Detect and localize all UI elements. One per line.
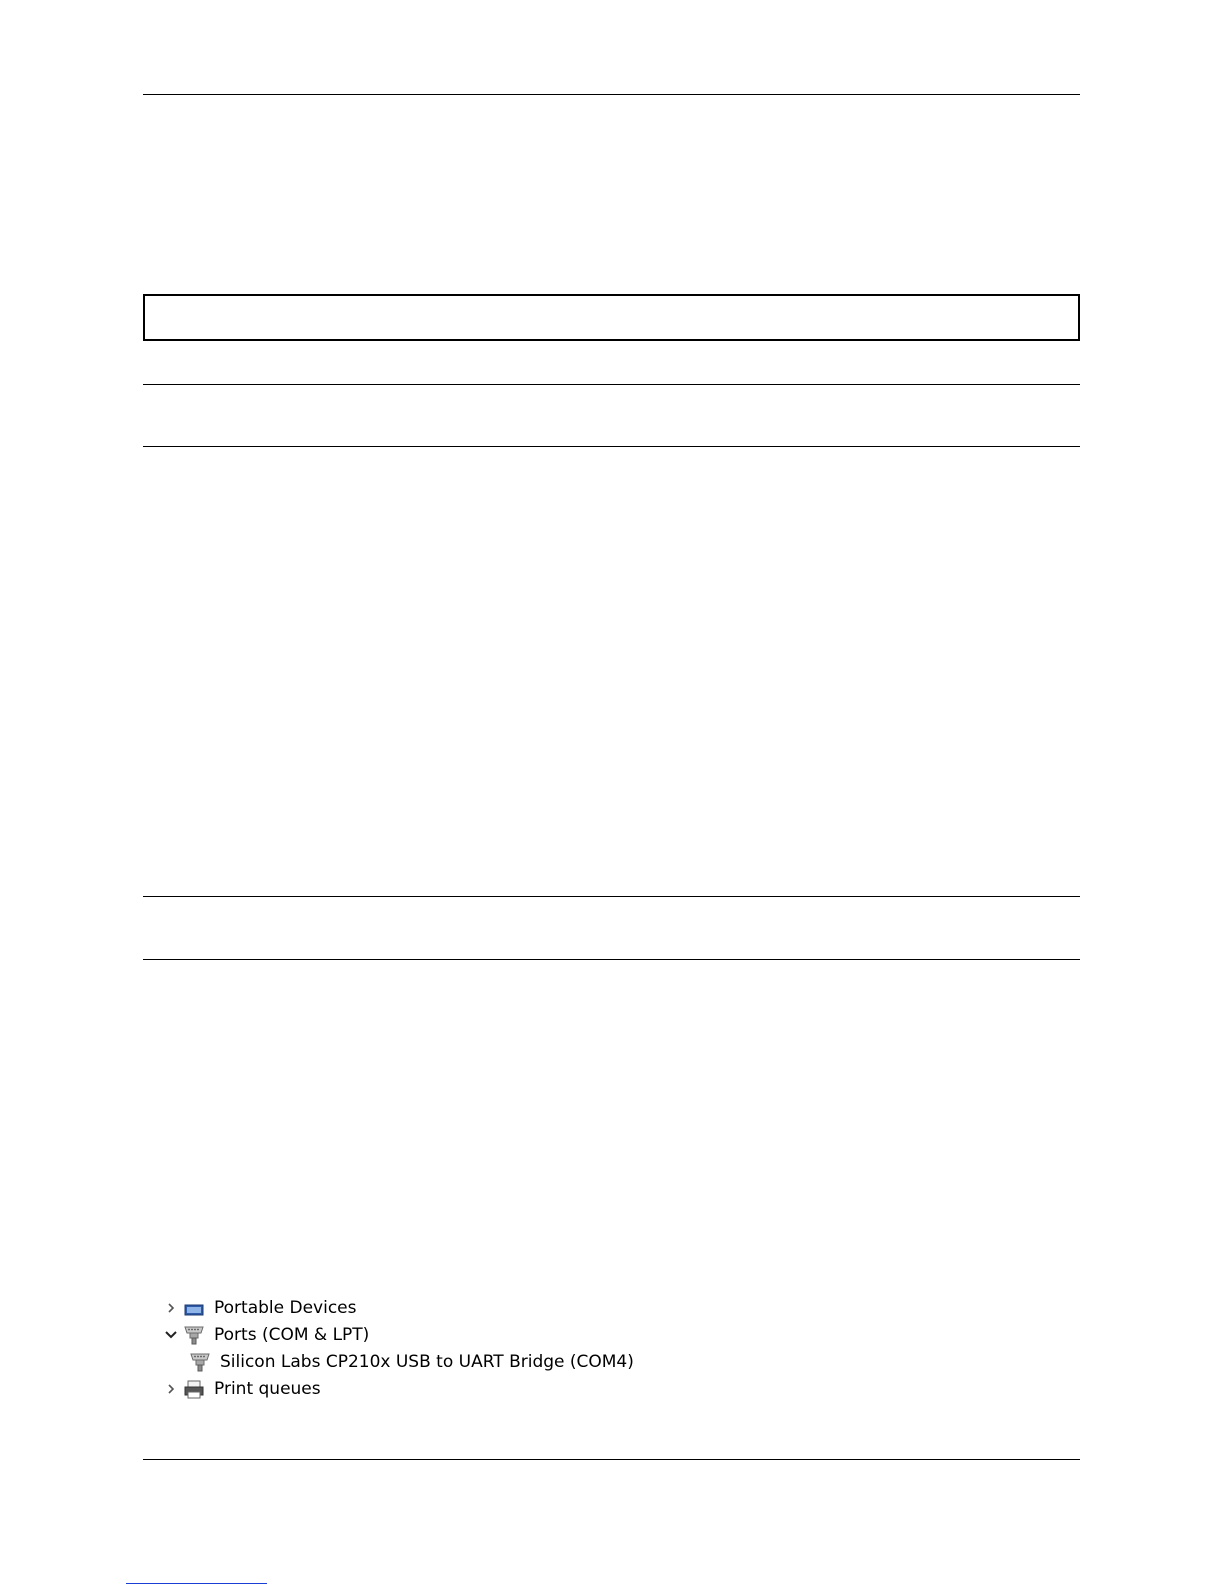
portable-devices-icon (182, 1300, 206, 1319)
section-rule-1b (143, 446, 1080, 447)
section-rule-2b (143, 959, 1080, 960)
tree-row-label: Portable Devices (214, 1300, 357, 1318)
port-connector-icon (182, 1324, 206, 1346)
port-connector-icon (188, 1351, 212, 1373)
printer-icon (182, 1378, 206, 1400)
empty-framed-box (143, 294, 1080, 341)
top-rule (143, 94, 1080, 95)
tree-row-label: Silicon Labs CP210x USB to UART Bridge (COM4) (220, 1352, 634, 1372)
tree-row-label: Print queues (214, 1379, 321, 1399)
device-manager-tree (160, 1300, 720, 1400)
tree-row-cp210x-bridge[interactable] (188, 1349, 634, 1375)
tree-row-label: Ports (COM & LPT) (214, 1325, 370, 1345)
chevron-right-icon[interactable] (160, 1302, 182, 1314)
section-rule-2a (143, 896, 1080, 897)
chevron-down-icon[interactable] (160, 1330, 182, 1340)
chevron-right-icon[interactable] (160, 1383, 182, 1395)
section-rule-1a (143, 384, 1080, 385)
tree-row-portable-devices[interactable] (160, 1300, 357, 1321)
footer-link-underline[interactable] (126, 1583, 267, 1584)
tree-row-ports[interactable] (160, 1322, 369, 1348)
tree-row-print-queues[interactable] (160, 1376, 321, 1400)
bottom-rule (143, 1459, 1080, 1460)
